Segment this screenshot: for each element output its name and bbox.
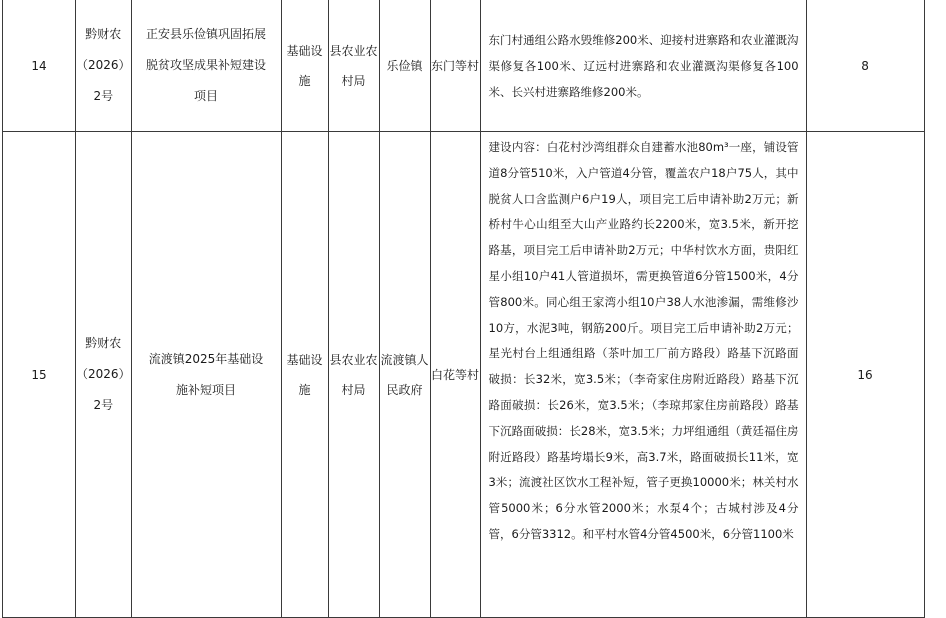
table-row [3,0,925,132]
construction-content: 东门村通组公路水毁维修200米、迎接村进寨路和农业灌溉沟渠修复各100米、辽远村进寨路和农业灌溉沟渠修复各100米、长兴村进寨路维修200米。 [480,0,806,132]
project-name: 正安县乐俭镇巩固拓展脱贫攻坚成果补短建设项目 [131,0,281,132]
document-number: 黔财农（2026）2号 [76,0,132,132]
fund-amount: 16 [806,132,924,618]
village: 东门等村 [430,0,480,132]
table-row [3,132,925,618]
fund-amount: 8 [806,0,924,132]
project-name: 流渡镇2025年基础设施补短项目 [131,132,281,618]
responsible-department: 县农业农村局 [328,0,379,132]
document-number: 黔财农（2026）2号 [76,132,132,618]
project-table [2,0,925,618]
row-number: 14 [3,0,76,132]
project-category: 基础设施 [281,132,328,618]
responsible-department: 县农业农村局 [328,132,379,618]
project-category: 基础设施 [281,0,328,132]
town: 流渡镇人民政府 [379,132,430,618]
town: 乐俭镇 [379,0,430,132]
construction-content: 建设内容：白花村沙湾组群众自建蓄水池80m³一座，铺设管道8分管510米，入户管道4分管，覆盖农户18户75人，其中脱贫人口含监测户6户19人，项目完工后申请补助2万元；新桥村牛心山组至大山产业路约长2200米，宽3.5米，新开挖路基，项目完工后申请补助2万元；中华村饮水方面，贵阳红星小组10户41人管道损坏，需更换管道6分管1500米，4分管800米。同心组王家湾小组10户38人水池渗漏，需维修沙10方，水泥3吨，钢筋200斤。项目完工后申请补助2万元；星光村台上组通组路（茶叶加工厂前方路段）路基下沉路面破损：长32米，宽3.5米；（李奇家住房附近路段）路基下沉路面破损：长26米，宽3.5米；（李琼邦家住房前路段）路基下沉路面破损：长28米，宽3.5米；力坪组通组（黄廷福住房附近路段）路基垮塌长9米，高3.7米，路面破损长11米，宽3米；流渡社区饮水工程补短，管子更换10000米；林关村水管5000米；6分水管2000米；水泵4个；古城村涉及4分管，6分管3312。和平村水管4分管4500米，6分管1100米 [480,132,806,618]
village: 白花等村 [430,132,480,618]
row-number: 15 [3,132,76,618]
